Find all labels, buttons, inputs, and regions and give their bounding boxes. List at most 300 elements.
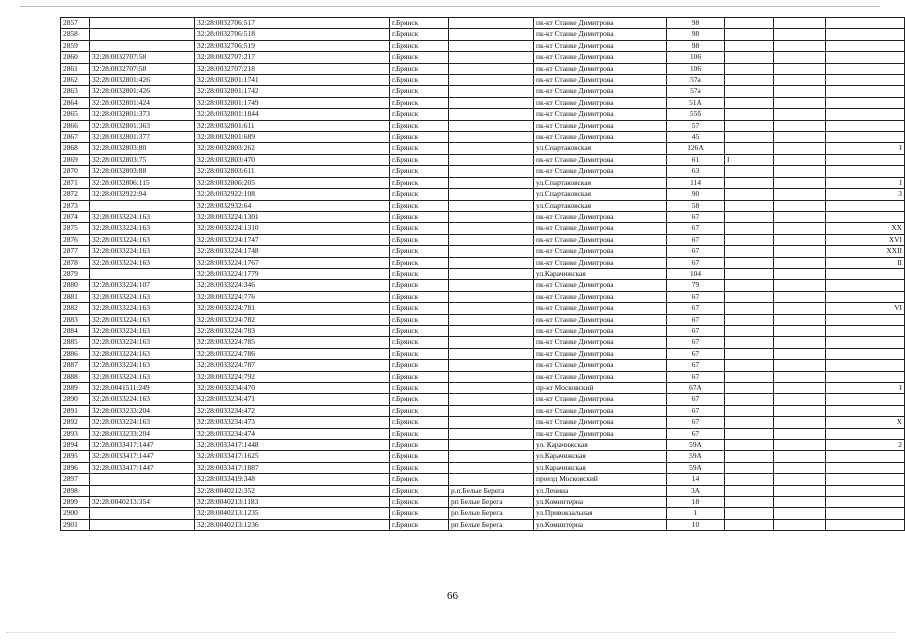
object-cadastral-cell: 32:28:0033419:348 <box>195 474 390 485</box>
registry-table-body <box>61 18 905 531</box>
premises-number-cell <box>826 154 905 165</box>
street-cell: пк-кт Станке Димитрова <box>534 18 667 29</box>
building-cell <box>725 18 774 29</box>
land-cadastral-cell <box>90 519 195 530</box>
extra-cell <box>774 508 826 519</box>
object-cadastral-cell: 32:28:0033224:1747 <box>195 234 390 245</box>
settlement-cell <box>449 189 534 200</box>
table-row <box>61 303 905 314</box>
house-number-cell: 67 <box>667 371 725 382</box>
row-number-cell: 2878 <box>61 257 90 268</box>
land-cadastral-cell: 32:28:0032707:58 <box>90 52 195 63</box>
premises-number-cell <box>826 428 905 439</box>
street-cell: пк-кт Станке Димитрова <box>534 109 667 120</box>
object-cadastral-cell: 32:28:0033224:787 <box>195 360 390 371</box>
street-cell: пк-кт Станке Димитрова <box>534 314 667 325</box>
row-number-cell: 2859 <box>61 40 90 51</box>
object-cadastral-cell: 32:28:0033234:470 <box>195 383 390 394</box>
object-cadastral-cell: 32:28:0033224:1310 <box>195 223 390 234</box>
building-cell <box>725 223 774 234</box>
row-number-cell: 2870 <box>61 166 90 177</box>
land-cadastral-cell: 32:28:0033224:107 <box>90 280 195 291</box>
row-number-cell: 2873 <box>61 200 90 211</box>
street-cell: пк-кт Станке Димитрова <box>534 75 667 86</box>
house-number-cell: 67 <box>667 325 725 336</box>
house-number-cell: 67 <box>667 337 725 348</box>
extra-cell <box>774 280 826 291</box>
extra-cell <box>774 394 826 405</box>
street-cell: пр-кт Московский <box>534 383 667 394</box>
premises-number-cell <box>826 40 905 51</box>
house-number-cell: 106 <box>667 52 725 63</box>
building-cell <box>725 474 774 485</box>
extra-cell <box>774 428 826 439</box>
house-number-cell: 59А <box>667 440 725 451</box>
extra-cell <box>774 120 826 131</box>
land-cadastral-cell <box>90 508 195 519</box>
row-number-cell: 2857 <box>61 18 90 29</box>
settlement-cell <box>449 40 534 51</box>
object-cadastral-cell: 32:28:0033417:1887 <box>195 462 390 473</box>
page-number: 66 <box>447 590 458 602</box>
row-number-cell: 2897 <box>61 474 90 485</box>
house-number-cell: 67А <box>667 383 725 394</box>
table-row <box>61 417 905 428</box>
row-number-cell: 2889 <box>61 383 90 394</box>
row-number-cell: 2867 <box>61 132 90 143</box>
city-cell: г.Брянск <box>390 314 449 325</box>
house-number-cell: 57а <box>667 86 725 97</box>
land-cadastral-cell: 32:28:0033224:163 <box>90 417 195 428</box>
land-cadastral-cell: 32:28:0033417:1447 <box>90 451 195 462</box>
land-cadastral-cell: 32:28:0033233:204 <box>90 428 195 439</box>
premises-number-cell <box>826 462 905 473</box>
land-cadastral-cell: 32:28:0033224:163 <box>90 257 195 268</box>
building-cell <box>725 268 774 279</box>
city-cell: г.Брянск <box>390 280 449 291</box>
house-number-cell: 59А <box>667 462 725 473</box>
extra-cell <box>774 337 826 348</box>
land-cadastral-cell: 32:28:0032801:426 <box>90 75 195 86</box>
extra-cell <box>774 154 826 165</box>
building-cell <box>725 143 774 154</box>
table-row <box>61 508 905 519</box>
row-number-cell: 2882 <box>61 303 90 314</box>
extra-cell <box>774 440 826 451</box>
house-number-cell: 67 <box>667 291 725 302</box>
house-number-cell: 67 <box>667 223 725 234</box>
table-row <box>61 519 905 530</box>
house-number-cell: 90 <box>667 189 725 200</box>
building-cell <box>725 86 774 97</box>
premises-number-cell <box>826 268 905 279</box>
city-cell: г.Брянск <box>390 189 449 200</box>
street-cell: пк-кт Станке Димитрова <box>534 211 667 222</box>
street-cell: пк-кт Станке Димитрова <box>534 325 667 336</box>
street-cell: пк-кт Станке Димитрова <box>534 428 667 439</box>
object-cadastral-cell: 32:28:0040213:1183 <box>195 497 390 508</box>
land-cadastral-cell: 32:28:0032803:75 <box>90 154 195 165</box>
city-cell: г.Брянск <box>390 223 449 234</box>
city-cell: г.Брянск <box>390 29 449 40</box>
settlement-cell <box>449 440 534 451</box>
object-cadastral-cell: 32:28:0032707:218 <box>195 63 390 74</box>
street-cell: ул.Спартаковская <box>534 143 667 154</box>
object-cadastral-cell: 32:28:0033224:792 <box>195 371 390 382</box>
city-cell: г.Брянск <box>390 18 449 29</box>
street-cell: ул. Карачижская <box>534 440 667 451</box>
table-row <box>61 120 905 131</box>
settlement-cell <box>449 18 534 29</box>
land-cadastral-cell: 32:28:0033233:204 <box>90 405 195 416</box>
land-cadastral-cell: 32:28:0040213:354 <box>90 497 195 508</box>
extra-cell <box>774 143 826 154</box>
building-cell <box>725 314 774 325</box>
settlement-cell <box>449 291 534 302</box>
street-cell: пк-кт Станке Димитрова <box>534 86 667 97</box>
extra-cell <box>774 314 826 325</box>
object-cadastral-cell: 32:28:0040212:352 <box>195 485 390 496</box>
street-cell: пк-кт Станке Димитрова <box>534 132 667 143</box>
city-cell: г.Брянск <box>390 246 449 257</box>
city-cell: г.Брянск <box>390 52 449 63</box>
settlement-cell <box>449 325 534 336</box>
street-cell: пк-кт Станке Димитрова <box>534 120 667 131</box>
table-row <box>61 337 905 348</box>
table-row <box>61 474 905 485</box>
house-number-cell: 57а <box>667 75 725 86</box>
row-number-cell: 2858 <box>61 29 90 40</box>
table-row <box>61 325 905 336</box>
object-cadastral-cell: 32:28:0032801:1742 <box>195 86 390 97</box>
table-row <box>61 451 905 462</box>
extra-cell <box>774 200 826 211</box>
house-number-cell: 67 <box>667 257 725 268</box>
premises-number-cell: XX <box>826 223 905 234</box>
land-cadastral-cell: 32:28:0032806:115 <box>90 177 195 188</box>
row-number-cell: 2862 <box>61 75 90 86</box>
settlement-cell <box>449 474 534 485</box>
settlement-cell <box>449 280 534 291</box>
building-cell <box>725 63 774 74</box>
premises-number-cell <box>826 18 905 29</box>
land-cadastral-cell <box>90 18 195 29</box>
row-number-cell: 2898 <box>61 485 90 496</box>
building-cell <box>725 394 774 405</box>
object-cadastral-cell: 32:28:0032706:519 <box>195 40 390 51</box>
house-number-cell: 106 <box>667 63 725 74</box>
object-cadastral-cell: 32:28:0033417:1448 <box>195 440 390 451</box>
house-number-cell: 79 <box>667 280 725 291</box>
street-cell: ул.Спартаковская <box>534 200 667 211</box>
table-row <box>61 189 905 200</box>
land-cadastral-cell: 32:28:0032801:377 <box>90 132 195 143</box>
city-cell: г.Брянск <box>390 143 449 154</box>
table-row <box>61 97 905 108</box>
house-number-cell: 18 <box>667 497 725 508</box>
row-number-cell: 2881 <box>61 291 90 302</box>
settlement-cell <box>449 451 534 462</box>
premises-number-cell: I <box>826 143 905 154</box>
object-cadastral-cell: 32:28:0032803:262 <box>195 143 390 154</box>
row-number-cell: 2896 <box>61 462 90 473</box>
land-cadastral-cell: 32:28:0041511:249 <box>90 383 195 394</box>
table-row <box>61 18 905 29</box>
street-cell: пк-кт Станке Димитрова <box>534 97 667 108</box>
city-cell: г.Брянск <box>390 200 449 211</box>
city-cell: г.Брянск <box>390 109 449 120</box>
land-cadastral-cell: 32:28:0033417:1447 <box>90 462 195 473</box>
table-row <box>61 40 905 51</box>
extra-cell <box>774 63 826 74</box>
city-cell: г.Брянск <box>390 485 449 496</box>
settlement-cell <box>449 246 534 257</box>
premises-number-cell <box>826 508 905 519</box>
object-cadastral-cell: 32:28:0033417:1625 <box>195 451 390 462</box>
premises-number-cell <box>826 394 905 405</box>
house-number-cell: 58 <box>667 200 725 211</box>
land-cadastral-cell: 32:28:0033224:163 <box>90 234 195 245</box>
house-number-cell: 61 <box>667 154 725 165</box>
premises-number-cell: I <box>826 383 905 394</box>
table-row <box>61 211 905 222</box>
settlement-cell <box>449 154 534 165</box>
table-row <box>61 314 905 325</box>
settlement-cell: рп Белые Берега <box>449 497 534 508</box>
house-number-cell: 1 <box>667 508 725 519</box>
land-cadastral-cell: 32:28:0033224:163 <box>90 223 195 234</box>
premises-number-cell: II <box>826 257 905 268</box>
city-cell: г.Брянск <box>390 63 449 74</box>
premises-number-cell <box>826 200 905 211</box>
table-row <box>61 154 905 165</box>
building-cell <box>725 52 774 63</box>
city-cell: г.Брянск <box>390 166 449 177</box>
row-number-cell: 2892 <box>61 417 90 428</box>
extra-cell <box>774 519 826 530</box>
premises-number-cell: VI <box>826 303 905 314</box>
settlement-cell <box>449 97 534 108</box>
city-cell: г.Брянск <box>390 120 449 131</box>
extra-cell <box>774 52 826 63</box>
extra-cell <box>774 86 826 97</box>
table-row <box>61 462 905 473</box>
city-cell: г.Брянск <box>390 519 449 530</box>
city-cell: г.Брянск <box>390 303 449 314</box>
extra-cell <box>774 29 826 40</box>
street-cell: пк-кт Станке Димитрова <box>534 52 667 63</box>
settlement-cell <box>449 75 534 86</box>
settlement-cell <box>449 166 534 177</box>
building-cell <box>725 280 774 291</box>
building-cell <box>725 234 774 245</box>
object-cadastral-cell: 32:28:0032801:1749 <box>195 97 390 108</box>
settlement-cell: рп Белые Берега <box>449 519 534 530</box>
object-cadastral-cell: 32:28:0033234:472 <box>195 405 390 416</box>
land-cadastral-cell: 32:28:0033224:163 <box>90 371 195 382</box>
settlement-cell <box>449 143 534 154</box>
premises-number-cell <box>826 497 905 508</box>
row-number-cell: 2901 <box>61 519 90 530</box>
object-cadastral-cell: 32:28:0033234:473 <box>195 417 390 428</box>
building-cell <box>725 440 774 451</box>
building-cell <box>725 132 774 143</box>
row-number-cell: 2900 <box>61 508 90 519</box>
settlement-cell <box>449 52 534 63</box>
house-number-cell: 14 <box>667 474 725 485</box>
extra-cell <box>774 75 826 86</box>
street-cell: пк-кт Станке Димитрова <box>534 63 667 74</box>
premises-number-cell <box>826 86 905 97</box>
street-cell: пк-кт Станке Димитрова <box>534 257 667 268</box>
extra-cell <box>774 246 826 257</box>
object-cadastral-cell: 32:28:0032706:518 <box>195 29 390 40</box>
settlement-cell <box>449 86 534 97</box>
land-cadastral-cell: 32:28:0032801:363 <box>90 120 195 131</box>
extra-cell <box>774 497 826 508</box>
land-cadastral-cell: 32:28:0033417:1447 <box>90 440 195 451</box>
building-cell <box>725 211 774 222</box>
premises-number-cell <box>826 451 905 462</box>
building-cell <box>725 428 774 439</box>
land-cadastral-cell: 32:28:0033224:163 <box>90 348 195 359</box>
table-row <box>61 75 905 86</box>
settlement-cell <box>449 371 534 382</box>
premises-number-cell <box>826 280 905 291</box>
city-cell: г.Брянск <box>390 428 449 439</box>
settlement-cell <box>449 394 534 405</box>
object-cadastral-cell: 32:28:0033234:474 <box>195 428 390 439</box>
object-cadastral-cell: 32:28:0033224:1767 <box>195 257 390 268</box>
table-row <box>61 485 905 496</box>
land-cadastral-cell: 32:28:0032801:373 <box>90 109 195 120</box>
premises-number-cell <box>826 291 905 302</box>
building-cell <box>725 325 774 336</box>
extra-cell <box>774 257 826 268</box>
extra-cell <box>774 234 826 245</box>
extra-cell <box>774 485 826 496</box>
premises-number-cell <box>826 519 905 530</box>
extra-cell <box>774 40 826 51</box>
row-number-cell: 2865 <box>61 109 90 120</box>
row-number-cell: 2890 <box>61 394 90 405</box>
row-number-cell: 2863 <box>61 86 90 97</box>
premises-number-cell <box>826 63 905 74</box>
house-number-cell: 67 <box>667 394 725 405</box>
settlement-cell <box>449 120 534 131</box>
house-number-cell: 59А <box>667 451 725 462</box>
street-cell: пк-кт Станке Димитрова <box>534 417 667 428</box>
street-cell: пк-кт Станке Димитрова <box>534 223 667 234</box>
street-cell: ул.Карачижская <box>534 268 667 279</box>
settlement-cell <box>449 383 534 394</box>
object-cadastral-cell: 32:28:0032932:64 <box>195 200 390 211</box>
street-cell: пк-кт Станке Димитрова <box>534 360 667 371</box>
table-row <box>61 63 905 74</box>
street-cell: пк-кт Станке Димитрова <box>534 348 667 359</box>
street-cell: ул.Коминтерна <box>534 519 667 530</box>
row-number-cell: 2874 <box>61 211 90 222</box>
city-cell: г.Брянск <box>390 394 449 405</box>
land-cadastral-cell: 32:28:0032801:424 <box>90 97 195 108</box>
land-cadastral-cell: 32:28:0033224:163 <box>90 211 195 222</box>
house-number-cell: 67 <box>667 405 725 416</box>
object-cadastral-cell: 32:28:0033224:783 <box>195 325 390 336</box>
extra-cell <box>774 97 826 108</box>
premises-number-cell: 3 <box>826 189 905 200</box>
premises-number-cell <box>826 474 905 485</box>
street-cell: пк-кт Станке Димитрова <box>534 40 667 51</box>
premises-number-cell <box>826 371 905 382</box>
land-cadastral-cell <box>90 200 195 211</box>
house-number-cell: 67 <box>667 428 725 439</box>
building-cell <box>725 109 774 120</box>
row-number-cell: 2877 <box>61 246 90 257</box>
settlement-cell <box>449 462 534 473</box>
building-cell <box>725 29 774 40</box>
premises-number-cell <box>826 211 905 222</box>
premises-number-cell <box>826 325 905 336</box>
table-row <box>61 200 905 211</box>
house-number-cell: 63 <box>667 166 725 177</box>
street-cell: ул.Коминтерна <box>534 497 667 508</box>
city-cell: г.Брянск <box>390 371 449 382</box>
table-row <box>61 234 905 245</box>
scan-edge-bottom <box>6 632 896 634</box>
row-number-cell: 2880 <box>61 280 90 291</box>
house-number-cell: 98 <box>667 18 725 29</box>
premises-number-cell <box>826 132 905 143</box>
city-cell: г.Брянск <box>390 474 449 485</box>
settlement-cell <box>449 132 534 143</box>
city-cell: г.Брянск <box>390 337 449 348</box>
premises-number-cell <box>826 485 905 496</box>
table-row <box>61 440 905 451</box>
settlement-cell <box>449 268 534 279</box>
city-cell: г.Брянск <box>390 497 449 508</box>
row-number-cell: 2895 <box>61 451 90 462</box>
table-row <box>61 109 905 120</box>
row-number-cell: 2879 <box>61 268 90 279</box>
object-cadastral-cell: 32:28:0033224:1301 <box>195 211 390 222</box>
table-row <box>61 291 905 302</box>
street-cell: проезд Московский <box>534 474 667 485</box>
object-cadastral-cell: 32:28:0032706:517 <box>195 18 390 29</box>
city-cell: г.Брянск <box>390 86 449 97</box>
house-number-cell: 45 <box>667 132 725 143</box>
city-cell: г.Брянск <box>390 451 449 462</box>
row-number-cell: 2866 <box>61 120 90 131</box>
building-cell <box>725 405 774 416</box>
extra-cell <box>774 18 826 29</box>
extra-cell <box>774 211 826 222</box>
scan-edge-top <box>20 6 880 7</box>
city-cell: г.Брянск <box>390 177 449 188</box>
premises-number-cell <box>826 405 905 416</box>
settlement-cell: рп Белые Берега <box>449 508 534 519</box>
land-cadastral-cell <box>90 29 195 40</box>
premises-number-cell <box>826 166 905 177</box>
extra-cell <box>774 109 826 120</box>
extra-cell <box>774 166 826 177</box>
row-number-cell: 2861 <box>61 63 90 74</box>
premises-number-cell: XVI <box>826 234 905 245</box>
row-number-cell: 2899 <box>61 497 90 508</box>
house-number-cell: 67 <box>667 314 725 325</box>
premises-number-cell <box>826 314 905 325</box>
row-number-cell: 2872 <box>61 189 90 200</box>
object-cadastral-cell: 32:28:0032801:689 <box>195 132 390 143</box>
